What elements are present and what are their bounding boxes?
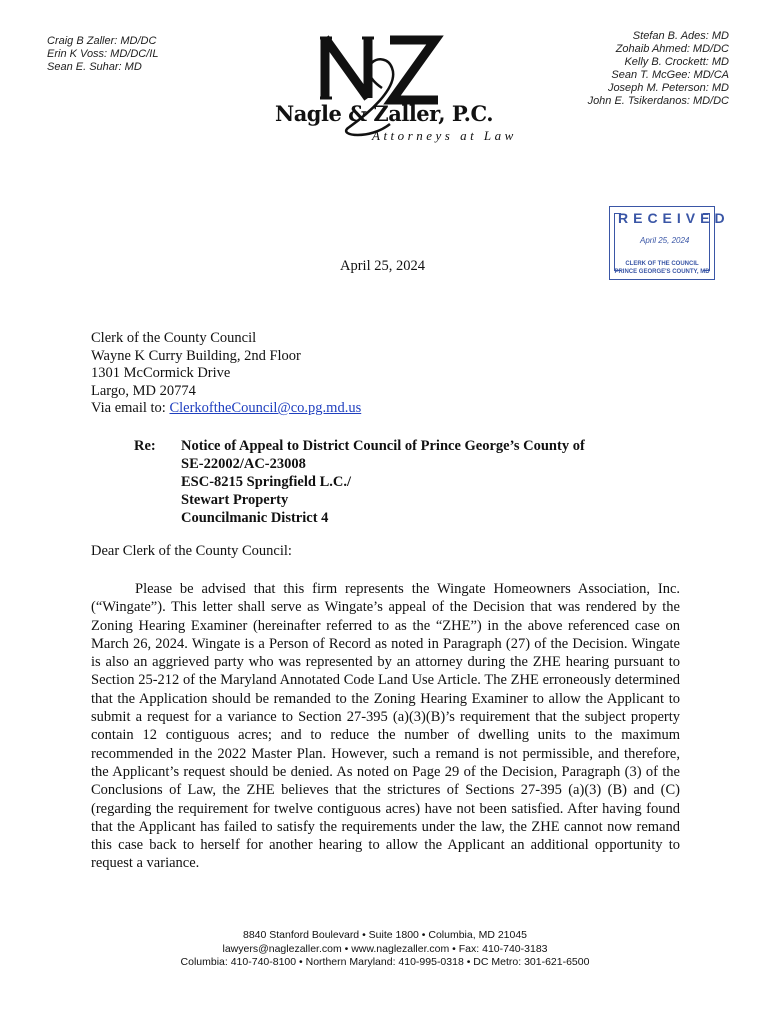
footer — [0, 929, 770, 970]
letter-date: April 25, 2024 — [340, 258, 425, 274]
re-line: Stewart Property — [181, 492, 289, 508]
body-paragraph: Please be advised that this firm represents the Wingate Homeowners Association, Inc. (“Wingate”). This letter shall serve as Wingate’s appeal of the Decision that was rendered by the Zoning Hearing Examiner (hereinafter referred to as the “ZHE”) in the above referenced case on March 26, 2024. Wingate is a Person of Record as noted in Paragraph (27) of the Decision. Wingate is also an aggrieved party who was represented by an attorney during the ZHE hearing pursuant to Section 25-212 of the Maryland Annotated Code Land Use Article. The ZHE erroneously determined that the Application should be remanded to the Zoning Hearing Examiner to allow the Applicant to submit a request for a variance to Section 27-395 (a)(3)(B)’s requirement that the subject property contain 12 contiguous acres; and to reduce the number of dwelling units to the maximum recommended in the 2022 Master Plan. However, such a remand is not permissible, and therefore, the Applicant’s request should be denied. As noted on Page 29 of the Decision, Paragraph (3) of the Conclusions of Law, the ZHE believes that the strictures of Sections 27-395 (a)(3) (B) and (C) (regarding the requirement for twelve contiguous acres) have not been satisfied. After having found that the Applicant has failed to satisfy the requirements under the law, the ZHE cannot now remand this case back to herself for another hearing to allow the Applicant an additional opportunity to request a variance. — [91, 581, 680, 872]
attorney-name: Zohaib Ahmed: MD/DC — [615, 43, 729, 55]
attorney-name: Kelly B. Crockett: MD — [624, 56, 729, 68]
email-line — [91, 400, 361, 418]
firm-tagline: Attorneys at Law — [372, 128, 517, 143]
attorney-name: Sean E. Suhar: MD — [47, 61, 142, 73]
re-label: Re: — [134, 438, 156, 454]
stamp-received-text: RECEIVED — [618, 210, 730, 226]
letter-body — [91, 580, 680, 873]
firm-name: Nagle & Zaller, P.C. — [275, 101, 494, 126]
stamp-clerk-line: CLERK OF THE COUNCIL — [625, 261, 699, 267]
stamp-date: April 25, 2024 — [640, 236, 690, 245]
attorneys-left-list — [47, 35, 158, 74]
clerk-email-link[interactable]: ClerkoftheCouncil@co.pg.md.us — [169, 400, 362, 416]
attorney-name: John E. Tsikerdanos: MD/DC — [587, 95, 729, 107]
re-line: Councilmanic District 4 — [181, 510, 329, 526]
re-subject — [181, 437, 585, 527]
footer-phones: Columbia: 410-740-8100 • Northern Maryland: 410-995-0318 • DC Metro: 301-621-6500 — [180, 956, 590, 968]
address-line: Clerk of the County Council — [91, 330, 257, 346]
attorney-name: Stefan B. Ades: MD — [632, 30, 729, 42]
address-line: 1301 McCormick Drive — [91, 365, 231, 381]
address-line: Largo, MD 20774 — [91, 382, 196, 399]
attorneys-right-list — [588, 30, 729, 108]
received-stamp — [609, 206, 730, 280]
address-line: Wayne K Curry Building, 2nd Floor — [91, 347, 301, 364]
attorney-name: Craig B Zaller: MD/DC — [47, 35, 157, 47]
recipient-address — [91, 330, 361, 418]
attorney-name: Sean T. McGee: MD/CA — [611, 69, 729, 81]
attorney-name: Erin K Voss: MD/DC/IL — [47, 48, 159, 60]
re-line: SE-22002/AC-23008 — [181, 456, 306, 472]
re-line: ESC-8215 Springfield L.C./ — [181, 474, 351, 490]
attorney-name: Joseph M. Peterson: MD — [607, 82, 729, 94]
footer-address: 8840 Stanford Boulevard • Suite 1800 • Columbia, MD 21045 — [242, 929, 528, 941]
email-prefix: Via email to: — [91, 400, 170, 416]
salutation: Dear Clerk of the County Council: — [91, 543, 292, 559]
re-line: Notice of Appeal to District Council of Prince George’s County of — [181, 438, 585, 454]
stamp-clerk — [610, 260, 714, 276]
footer-contact: lawyers@naglezaller.com • www.naglezaller.com • Fax: 410-740-3183 — [222, 942, 548, 955]
stamp-clerk-line: PRINCE GEORGE'S COUNTY, MD — [614, 269, 710, 275]
